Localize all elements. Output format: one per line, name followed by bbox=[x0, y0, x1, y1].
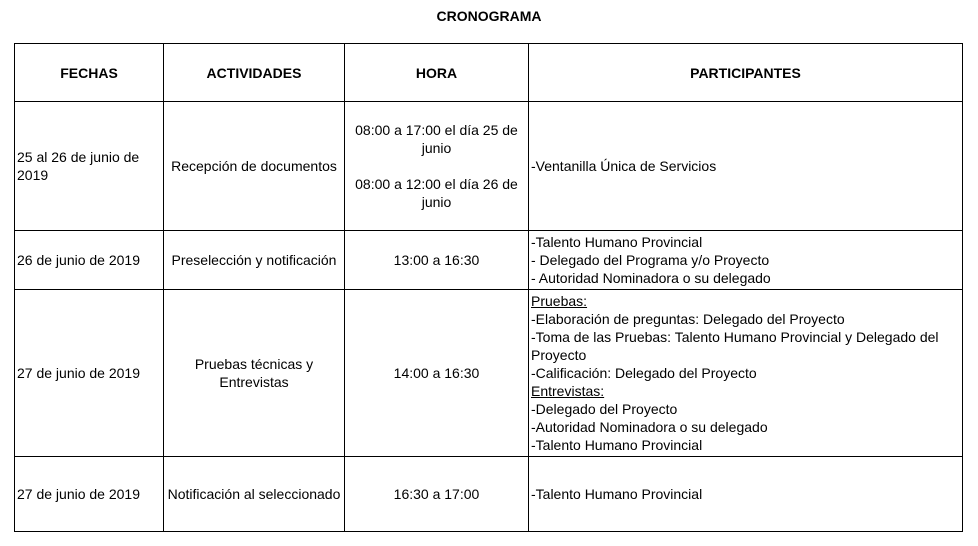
hora-line: 14:00 a 16:30 bbox=[393, 365, 480, 381]
participante-line: -Talento Humano Provincial bbox=[531, 437, 703, 453]
cell-actividad: Recepción de documentos bbox=[164, 102, 345, 231]
hora-line: 08:00 a 17:00 el día 25 de junio bbox=[355, 122, 518, 156]
cell-actividad: Preselección y notificación bbox=[164, 231, 345, 290]
hora-line: 16:30 a 17:00 bbox=[393, 486, 480, 502]
cell-participantes bbox=[529, 457, 963, 532]
cell-hora bbox=[345, 231, 529, 290]
cell-participantes bbox=[529, 102, 963, 231]
participante-line: -Talento Humano Provincial bbox=[531, 486, 703, 502]
entrevistas-heading: Entrevistas: bbox=[531, 383, 605, 399]
table-row bbox=[15, 457, 963, 532]
participante-line: - Delegado del Programa y/o Proyecto bbox=[531, 252, 770, 268]
hora-line: 08:00 a 12:00 el día 26 de junio bbox=[355, 176, 518, 210]
participante-line: - Autoridad Nominadora o su delegado bbox=[531, 270, 771, 286]
cell-fecha: 27 de junio de 2019 bbox=[15, 457, 164, 532]
cell-actividad: Notificación al seleccionado bbox=[164, 457, 345, 532]
participante-line: -Elaboración de preguntas: Delegado del Proyecto bbox=[531, 311, 845, 327]
header-actividades: ACTIVIDADES bbox=[164, 44, 345, 102]
cell-participantes bbox=[529, 290, 963, 457]
hora-line: 13:00 a 16:30 bbox=[393, 252, 480, 268]
header-row bbox=[15, 44, 963, 102]
cell-fecha: 26 de junio de 2019 bbox=[15, 231, 164, 290]
participante-line: -Delegado del Proyecto bbox=[531, 401, 678, 417]
participante-line: -Ventanilla Única de Servicios bbox=[531, 158, 717, 174]
cell-hora bbox=[345, 102, 529, 231]
header-hora: HORA bbox=[345, 44, 529, 102]
table-row bbox=[15, 102, 963, 231]
participante-line: -Toma de las Pruebas: Talento Humano Provincial y Delegado del Proyecto bbox=[531, 329, 939, 363]
cell-fecha: 25 al 26 de junio de 2019 bbox=[15, 102, 164, 231]
document-title: CRONOGRAMA bbox=[436, 8, 542, 24]
cell-hora bbox=[345, 290, 529, 457]
cell-fecha: 27 de junio de 2019 bbox=[15, 290, 164, 457]
header-fechas: FECHAS bbox=[15, 44, 164, 102]
cell-hora bbox=[345, 457, 529, 532]
cell-participantes bbox=[529, 231, 963, 290]
participante-line: -Calificación: Delegado del Proyecto bbox=[531, 365, 757, 381]
participante-line: -Autoridad Nominadora o su delegado bbox=[531, 419, 768, 435]
header-participantes: PARTICIPANTES bbox=[529, 44, 963, 102]
participante-line: -Talento Humano Provincial bbox=[531, 234, 703, 250]
table-row bbox=[15, 231, 963, 290]
cell-actividad: Pruebas técnicas y Entrevistas bbox=[164, 290, 345, 457]
schedule-table bbox=[14, 43, 963, 532]
pruebas-heading: Pruebas: bbox=[531, 293, 588, 309]
table-row bbox=[15, 290, 963, 457]
